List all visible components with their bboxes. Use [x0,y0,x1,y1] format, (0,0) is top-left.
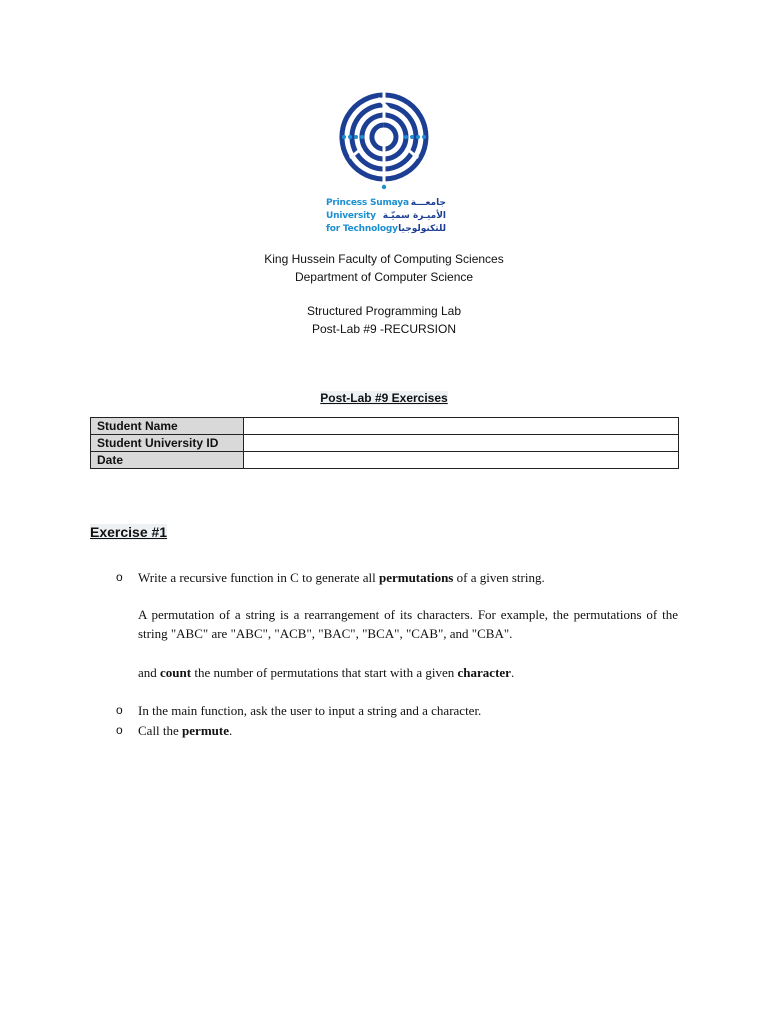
count-text-after: . [510,665,515,680]
date-label: Date [91,452,244,469]
count-bold: count [160,665,192,680]
item1-bold-permutations: permutations [378,570,454,585]
character-bold: character [457,665,511,680]
section-title-text: Post-Lab #9 Exercises [320,391,448,405]
department-name: Department of Computer Science [294,270,474,284]
count-text-before: and [138,665,161,680]
bullet-marker: o [116,570,123,584]
exercise-item-3 [138,721,678,740]
item1-text-before: Write a recursive function in C to generate all [138,570,379,585]
date-field[interactable] [244,452,679,469]
student-id-field[interactable] [244,435,679,452]
exercise-item-2: In the main function, ask the user to input a string and a character. [138,703,482,718]
logo-wordmark [326,196,446,235]
count-text-middle: the number of permutations that start with a given [191,665,458,680]
item3-text-after: . [228,723,233,738]
logo-name-ar-line2: الأميـرة سميّـة [382,210,446,221]
logo-name-en-line2: University [326,210,376,221]
table-row [91,435,679,452]
permutation-definition: A permutation of a string is a rearrangement of its characters. For example, the permutations of the string "ABC" are "ABC", "ACB", "BAC", "BCA", "CAB", and "CBA". [138,607,678,641]
logo-name-ar-line3: للتكنولوجيا [398,223,446,234]
course-title: Structured Programming Lab [306,304,462,318]
exercise-heading-text: Exercise #1 [90,524,168,540]
logo-name-en-line3: for Technology [326,223,398,234]
bullet-marker: o [116,723,123,737]
university-emblem-icon [318,88,450,194]
count-instruction [138,663,678,682]
exercise-item-1 [138,568,678,587]
item3-bold-permute: permute [182,723,229,738]
faculty-name: King Hussein Faculty of Computing Sciences [264,252,504,266]
exercise-heading [90,524,167,540]
section-title [0,391,768,405]
student-info-table [90,417,679,469]
item1-text-after: of a given string. [453,570,545,585]
lab-title: Post-Lab #9 -RECURSION [311,322,457,336]
bullet-marker: o [116,703,123,717]
student-name-label: Student Name [91,418,244,435]
student-id-label: Student University ID [91,435,244,452]
university-logo [318,88,450,240]
student-name-field[interactable] [244,418,679,435]
table-row [91,452,679,469]
logo-name-ar-line1: جامعـــة [410,197,446,208]
table-row [91,418,679,435]
item3-text-before: Call the [138,723,183,738]
logo-name-en-line1: Princess Sumaya [326,197,409,208]
